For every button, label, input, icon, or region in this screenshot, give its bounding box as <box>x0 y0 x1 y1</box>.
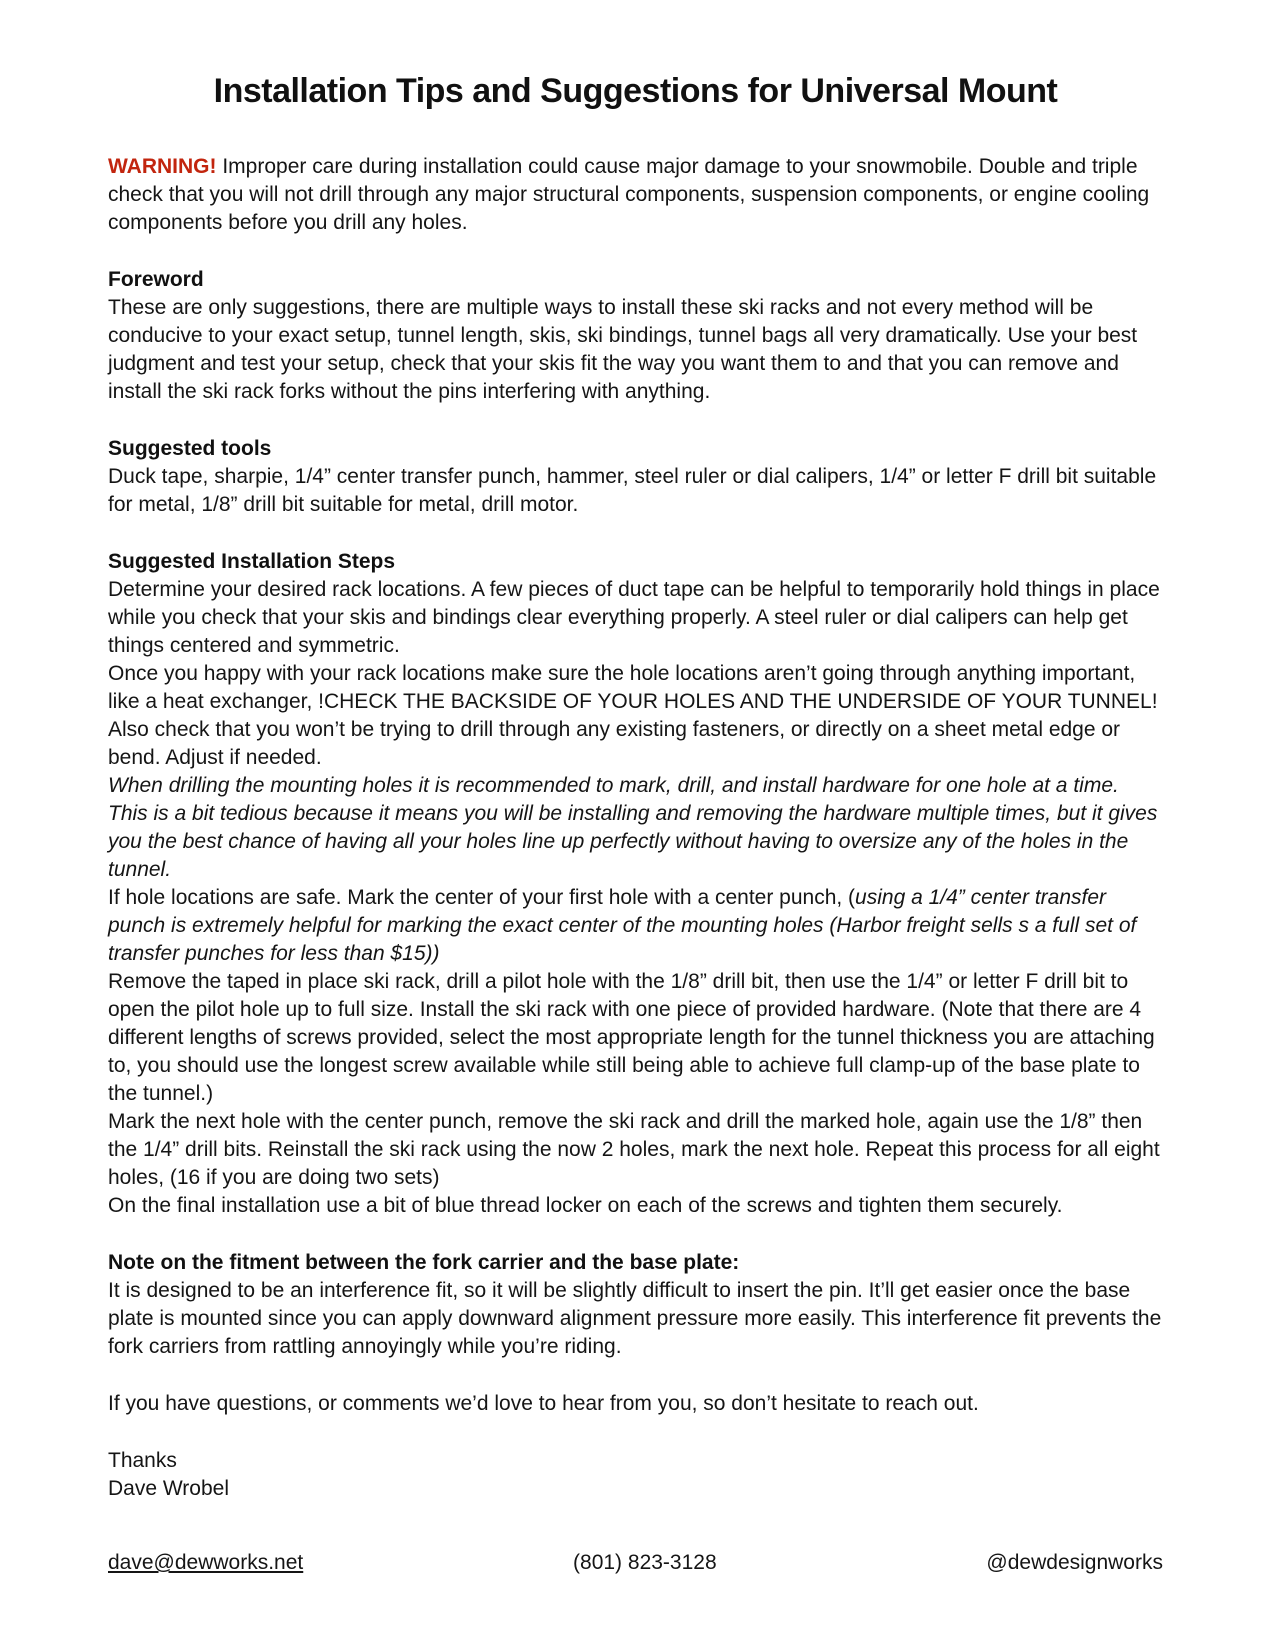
center-punch-text: If hole locations are safe. Mark the center of your first hole with a center punch, ( <box>108 886 856 909</box>
center-punch-italic-note: using a 1/4” center transfer punch is extremely helpful for marking the exact center of the mounting holes (Harbor freight sells s a full set of transfer punches for less than $15)) <box>108 886 1137 965</box>
steps-paragraph-drill-install: Remove the taped in place ski rack, drill a pilot hole with the 1/8” drill bit, then use the 1/4” or letter F drill bit to open the pilot hole up to full size. Install the ski rack with one piece of provided hardware. (Note that there are 4 different lengths of screws provided, select the most appropriate length for the tunnel thickness you are attaching to, you should use the longest screw available while still being able to achieve full clamp-up of the base plate to the tunnel.) <box>108 970 1155 1105</box>
steps-paragraph-check-holes: Once you happy with your rack locations make sure the hole locations aren’t going through anything important, like a heat exchanger, !CHECK THE BACKSIDE OF YOUR HOLES AND THE UNDERSIDE OF YOUR TUNNEL! Also check that you won’t be trying to drill through any existing fasteners, or directly on a sheet metal edge or bend. Adjust if needed. <box>108 662 1158 769</box>
steps-paragraph-center-punch <box>108 884 1163 968</box>
warning-text: Improper care during installation could cause major damage to your snowmobile. Double and triple check that you will not drill through any major structural components, suspension components, or engine cooling components before you drill any holes. <box>108 155 1150 234</box>
contact-footer <box>108 1549 1163 1577</box>
page-title: Installation Tips and Suggestions for Universal Mount <box>213 72 1058 110</box>
steps-paragraph-threadlocker: On the final installation use a bit of blue thread locker on each of the screws and tighten them securely. <box>108 1194 1063 1217</box>
contact-invitation: If you have questions, or comments we’d love to hear from you, so don’t hesitate to reach out. <box>108 1392 979 1415</box>
steps-paragraph-one-hole-note: When drilling the mounting holes it is recommended to mark, drill, and install hardware for one hole at a time. This is a bit tedious because it means you will be installing and removing the hardware multiple times, but it gives you the best chance of having all your holes line up perfectly without having to oversize any of the holes in the tunnel. <box>108 774 1158 881</box>
tools-body: Duck tape, sharpie, 1/4” center transfer punch, hammer, steel ruler or dial calipers, 1/4” or letter F drill bit suitable for metal, 1/8” drill bit suitable for metal, drill motor. <box>108 465 1157 516</box>
warning-label: WARNING! <box>108 155 217 178</box>
phone-number: (801) 823-3128 <box>573 1551 717 1574</box>
signature-line: Dave Wrobel <box>108 1477 229 1500</box>
thanks-line: Thanks <box>108 1449 177 1472</box>
steps-heading: Suggested Installation Steps <box>108 550 396 573</box>
steps-paragraph-locations: Determine your desired rack locations. A few pieces of duct tape can be helpful to temporarily hold things in place while you check that your skis and bindings clear everything properly. A steel ruler or dial calipers can help get things centered and symmetric. <box>108 578 1160 657</box>
foreword-heading: Foreword <box>108 268 204 291</box>
fitment-heading: Note on the fitment between the fork carrier and the base plate: <box>108 1251 740 1274</box>
tools-heading: Suggested tools <box>108 437 272 460</box>
email-link[interactable]: dave@dewworks.net <box>108 1551 304 1574</box>
warning-paragraph <box>108 153 1163 237</box>
steps-paragraph-repeat: Mark the next hole with the center punch, remove the ski rack and drill the marked hole, again use the 1/8” then the 1/4” drill bits. Reinstall the ski rack using the now 2 holes, mark the next hole. Repeat this process for all eight holes, (16 if you are doing two sets) <box>108 1110 1160 1189</box>
foreword-body: These are only suggestions, there are multiple ways to install these ski racks and not every method will be conducive to your exact setup, tunnel length, skis, ski bindings, tunnel bags all very dramatically. Use your best judgment and test your setup, check that your skis fit the way you want them to and that you can remove and install the ski rack forks without the pins interfering with anything. <box>108 296 1138 403</box>
fitment-body: It is designed to be an interference fit, so it will be slightly difficult to insert the pin. It’ll get easier once the base plate is mounted since you can apply downward alignment pressure more easily. This interference fit prevents the fork carriers from rattling annoyingly while you’re riding. <box>108 1279 1162 1358</box>
social-handle: @dewdesignworks <box>986 1551 1163 1574</box>
